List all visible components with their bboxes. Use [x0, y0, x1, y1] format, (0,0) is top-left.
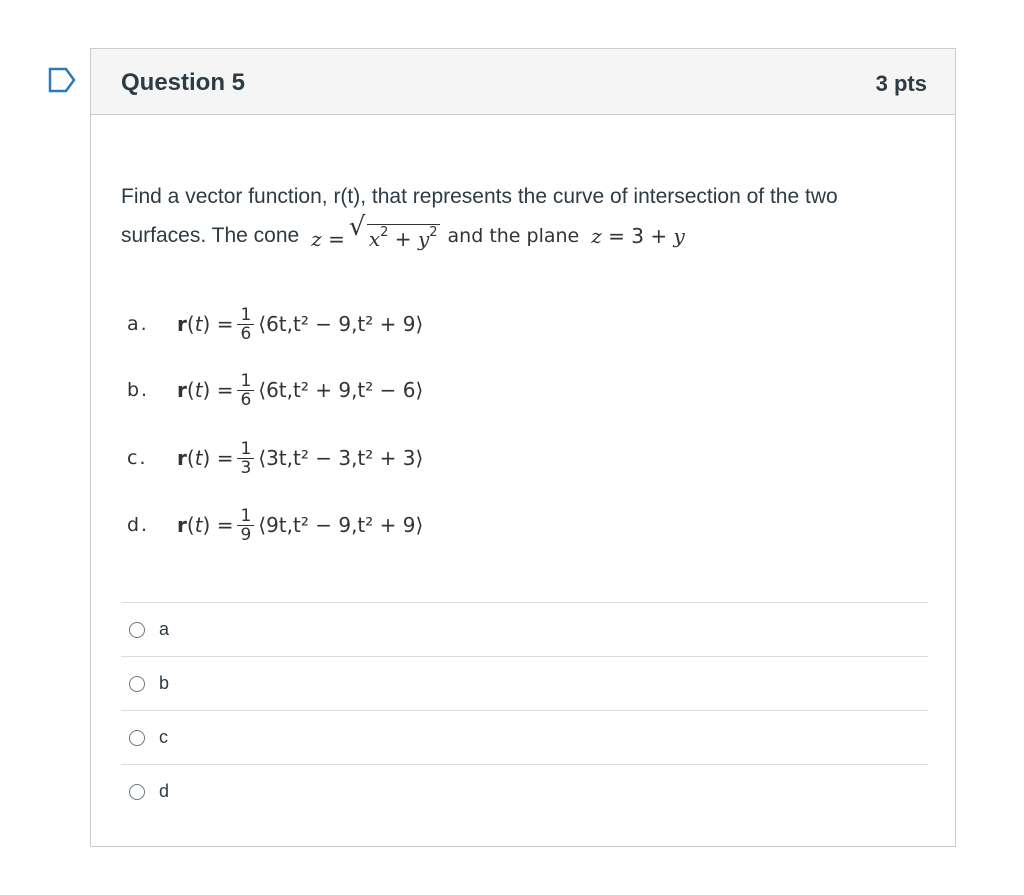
answer-option-d[interactable]	[121, 764, 928, 818]
option-d	[127, 500, 423, 550]
question-card	[90, 48, 956, 847]
question-prompt	[121, 179, 921, 257]
question-header	[91, 49, 955, 115]
vector-expression: ⟨9t,t² − 9,t² + 9⟩	[258, 513, 424, 537]
option-letter: b.	[127, 379, 150, 401]
answer-option-b[interactable]	[121, 656, 928, 710]
fraction: $\frac{1}{6}$	[237, 372, 254, 409]
vector-expression: ⟨6t,t² − 9,t² + 9⟩	[258, 312, 424, 336]
radio-button[interactable]	[129, 622, 145, 638]
answer-option-c[interactable]	[121, 710, 928, 764]
option-c	[127, 433, 423, 483]
option-letter: a.	[127, 313, 149, 335]
answer-option-a[interactable]	[121, 602, 928, 656]
fraction: $\frac{1}{3}$	[237, 440, 254, 477]
question-points: 3 pts	[875, 71, 927, 96]
option-formula: r ( t ) = $\frac{1}{3}$ ⟨3t,t² − 3,t² + 3⟩	[177, 438, 424, 478]
bookmark-flag-icon[interactable]	[48, 67, 76, 93]
vector-expression: ⟨3t,t² − 3,t² + 3⟩	[258, 446, 424, 470]
answer-label[interactable]: b	[159, 673, 170, 693]
plane-equation: z = 3 + y	[591, 224, 685, 248]
fraction: $\frac{1}{6}$	[237, 306, 254, 343]
fraction: $\frac{1}{9}$	[237, 507, 254, 544]
radio-button[interactable]	[129, 784, 145, 800]
prompt-line-1: Find a vector function, r(t), that represents the curve of intersection of the two	[121, 185, 838, 208]
option-formula: r ( t ) = $\frac{1}{9}$ ⟨9t,t² − 9,t² + 9⟩	[177, 505, 424, 545]
option-b	[127, 365, 423, 415]
cone-equation: z = √ $x^2 + y^2$	[311, 212, 438, 251]
prompt-line-2-mid: and the plane	[447, 225, 580, 247]
answer-label[interactable]: c	[159, 727, 168, 747]
option-formula: r ( t ) = $\frac{1}{6}$ ⟨6t,t² + 9,t² − 6⟩	[177, 370, 424, 410]
vector-expression: ⟨6t,t² + 9,t² − 6⟩	[258, 378, 424, 402]
prompt-line-2	[121, 212, 921, 257]
option-a	[127, 299, 423, 349]
question-title: Question 5	[121, 69, 246, 96]
option-letter: c.	[127, 447, 148, 469]
answer-label[interactable]: d	[159, 781, 170, 801]
option-formula: r ( t ) = $\frac{1}{6}$ ⟨6t,t² − 9,t² + 9⟩	[177, 304, 424, 344]
radio-button[interactable]	[129, 730, 145, 746]
prompt-line-2-start: surfaces. The cone	[121, 224, 300, 247]
answer-label[interactable]: a	[159, 619, 170, 639]
radio-button[interactable]	[129, 676, 145, 692]
answer-list	[121, 602, 928, 818]
option-letter: d.	[127, 514, 150, 536]
